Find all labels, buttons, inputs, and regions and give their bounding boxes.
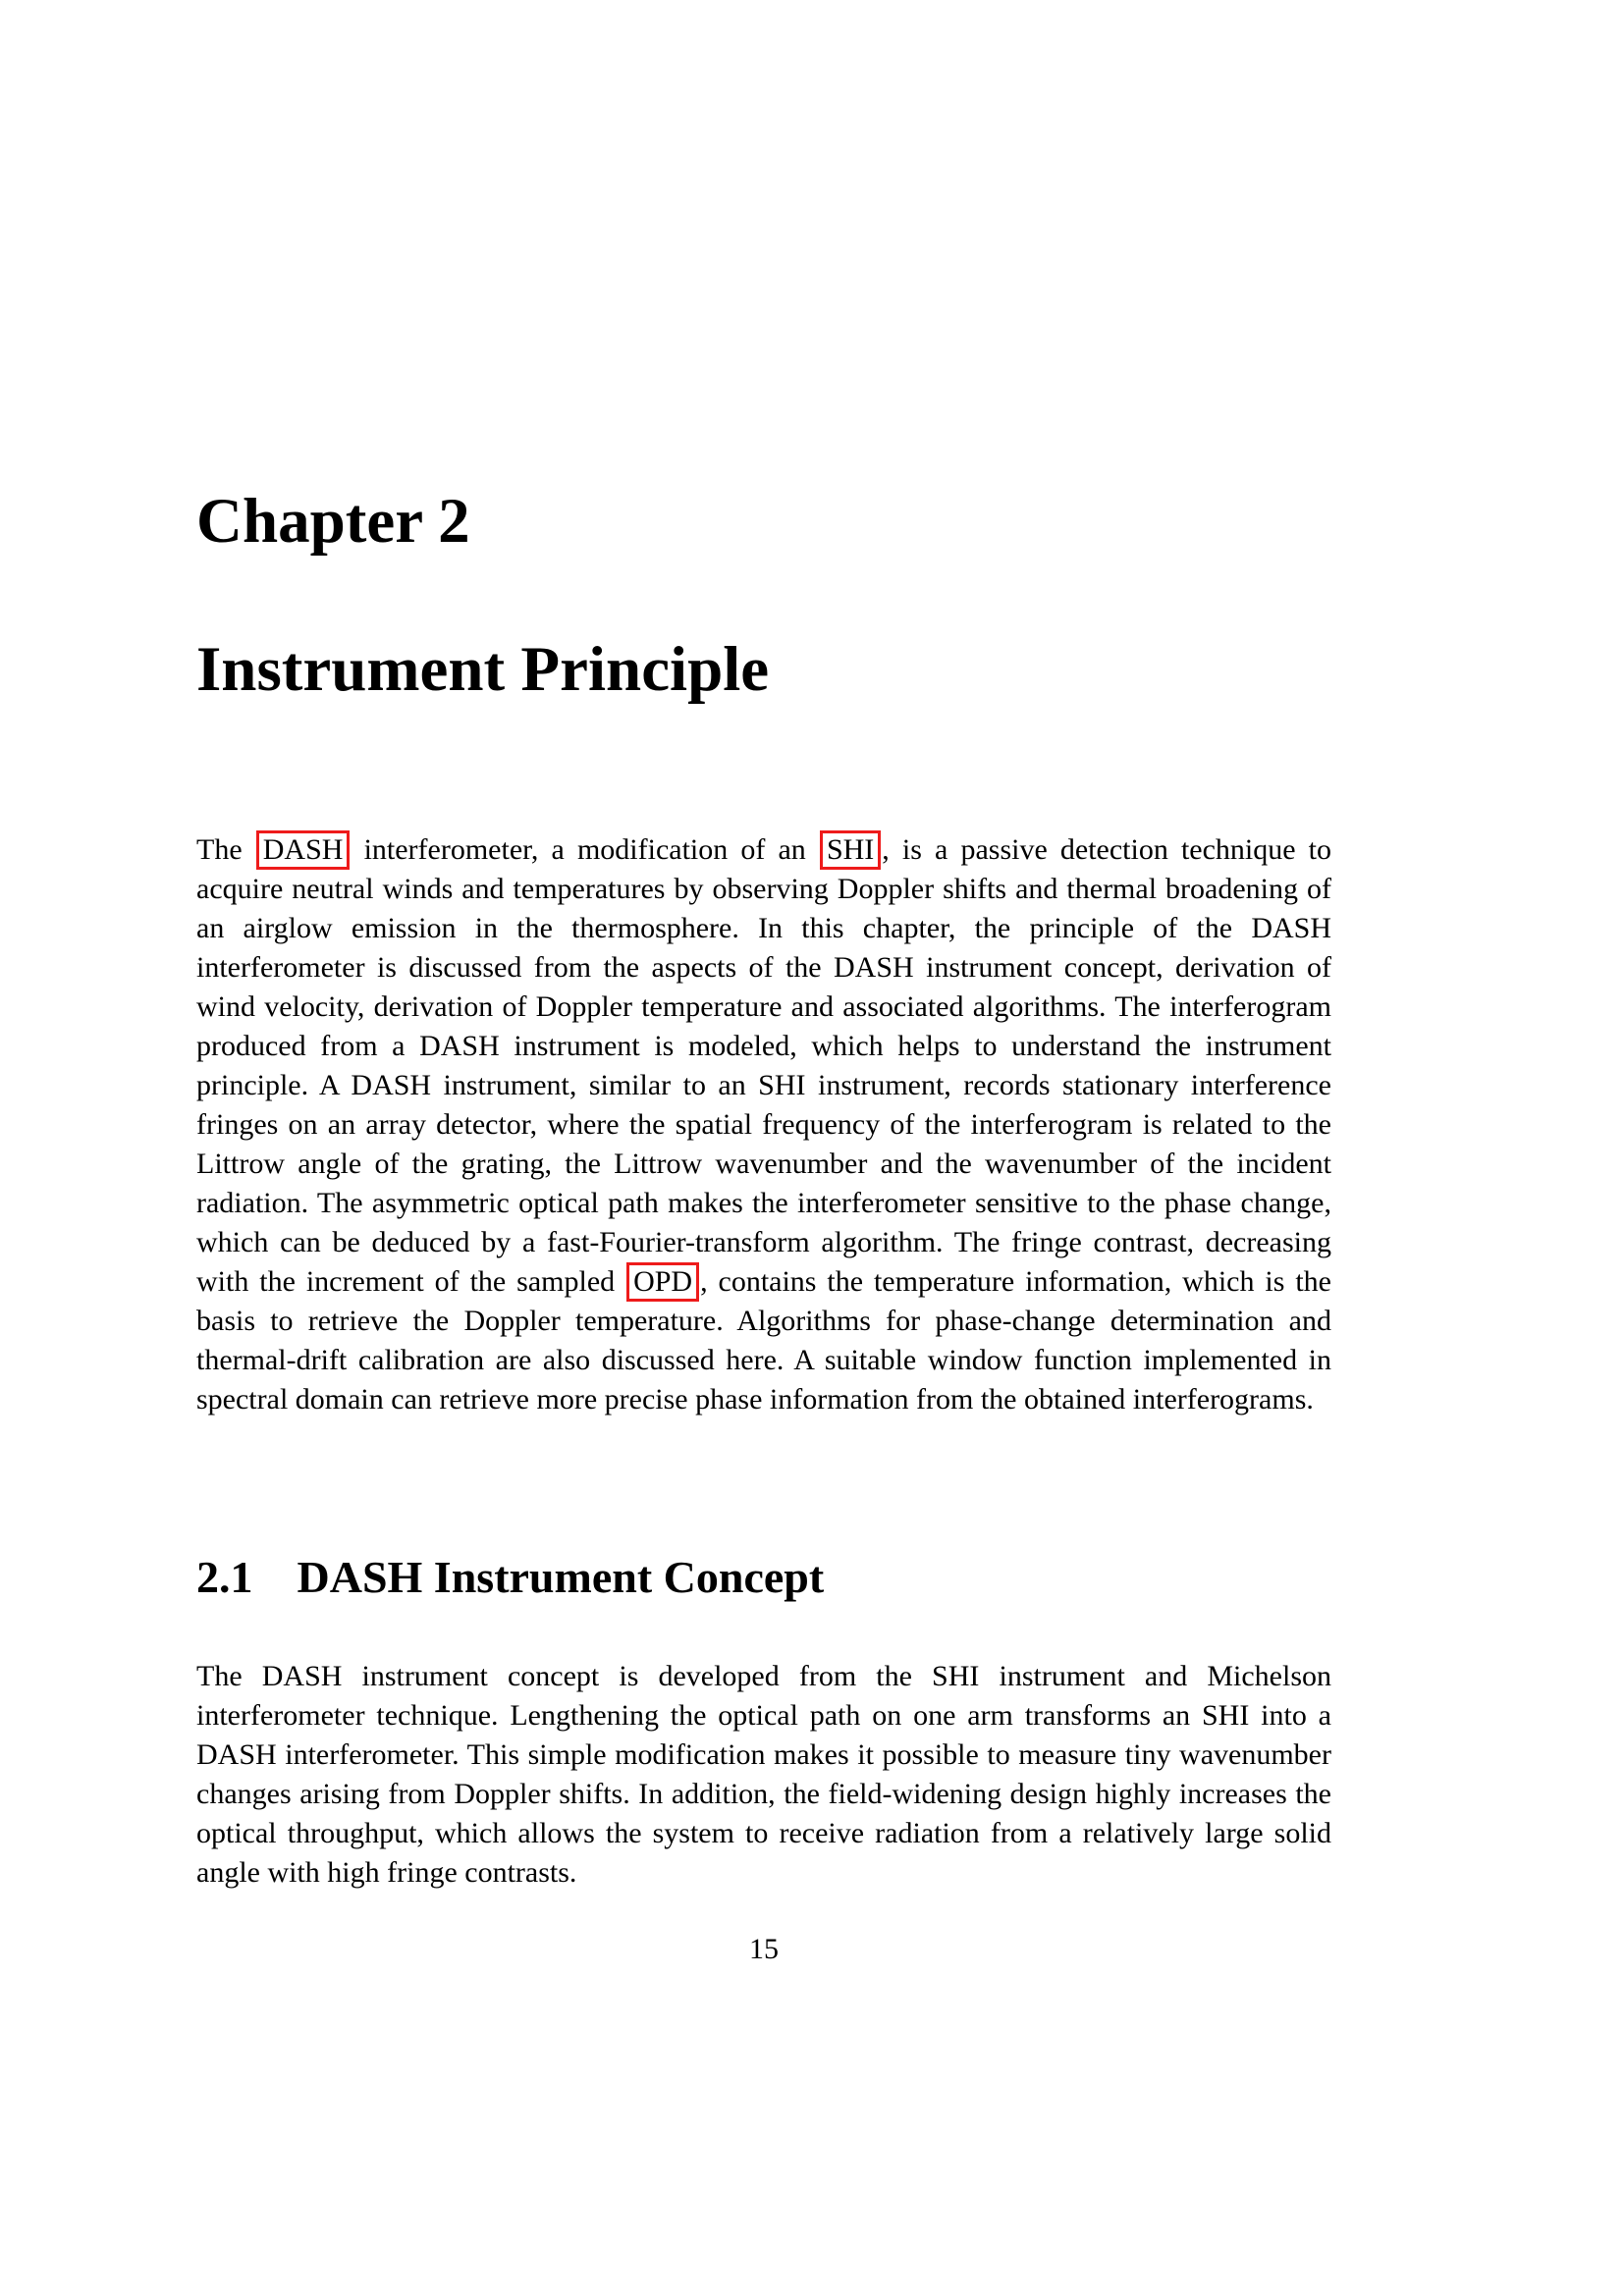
chapter-title-heading: Instrument Principle <box>196 634 770 705</box>
acronym-link-opd[interactable]: OPD <box>626 1262 699 1302</box>
chapter-number-heading: Chapter 2 <box>196 486 470 557</box>
section-heading <box>196 1553 1331 1603</box>
section-number: 2.1 <box>196 1552 253 1602</box>
acronym-link-shi[interactable]: SHI <box>820 830 881 870</box>
page-number: 15 <box>749 1933 779 1965</box>
acronym-link-dash[interactable]: DASH <box>256 830 351 870</box>
intro-paragraph: The DASH interferometer, a modification of an SHI , is a passive detection technique to acquire neutral winds and temperatures by observing Doppler shifts and thermal broadening of an airglow emission in the thermosphere. In this chapter, the principle of the DASH interferometer is discussed from the aspects of the DASH instrument concept, derivation of wind velocity, derivation of Doppler temperature and associated algorithms. The interferogram produced from a DASH instrument is modeled, which helps to understand the instrument principle. A DASH instrument, similar to an SHI instrument, records stationary interference fringes on an array detector, where the spatial frequency of the interferogram is related to the Littrow angle of the grating, the Littrow wavenumber and the wavenumber of the incident radiation. The asymmetric optical path makes the interferometer sensitive to the phase change, which can be deduced by a fast-Fourier-transform algorithm. The fringe contrast, decreasing with the increment of the sampled OPD , contains the temperature information, which is the basis to retrieve the Doppler temperature. Algorithms for phase-change determination and thermal-drift calibration are also discussed here. A suitable window function implemented in spectral domain can retrieve more precise phase information from the obtained interferograms. <box>196 830 1331 1419</box>
section-title: DASH Instrument Concept <box>297 1552 825 1602</box>
section-paragraph: The DASH instrument concept is developed from the SHI instrument and Michelson interferometer technique. Lengthening the optical path on one arm transforms an SHI into a DASH interferometer. This simple modification makes it possible to measure tiny wavenumber changes arising from Doppler shifts. In addition, the field-widening design highly increases the optical throughput, which allows the system to receive radiation from a relatively large solid angle with high fringe contrasts. <box>196 1660 1331 1889</box>
